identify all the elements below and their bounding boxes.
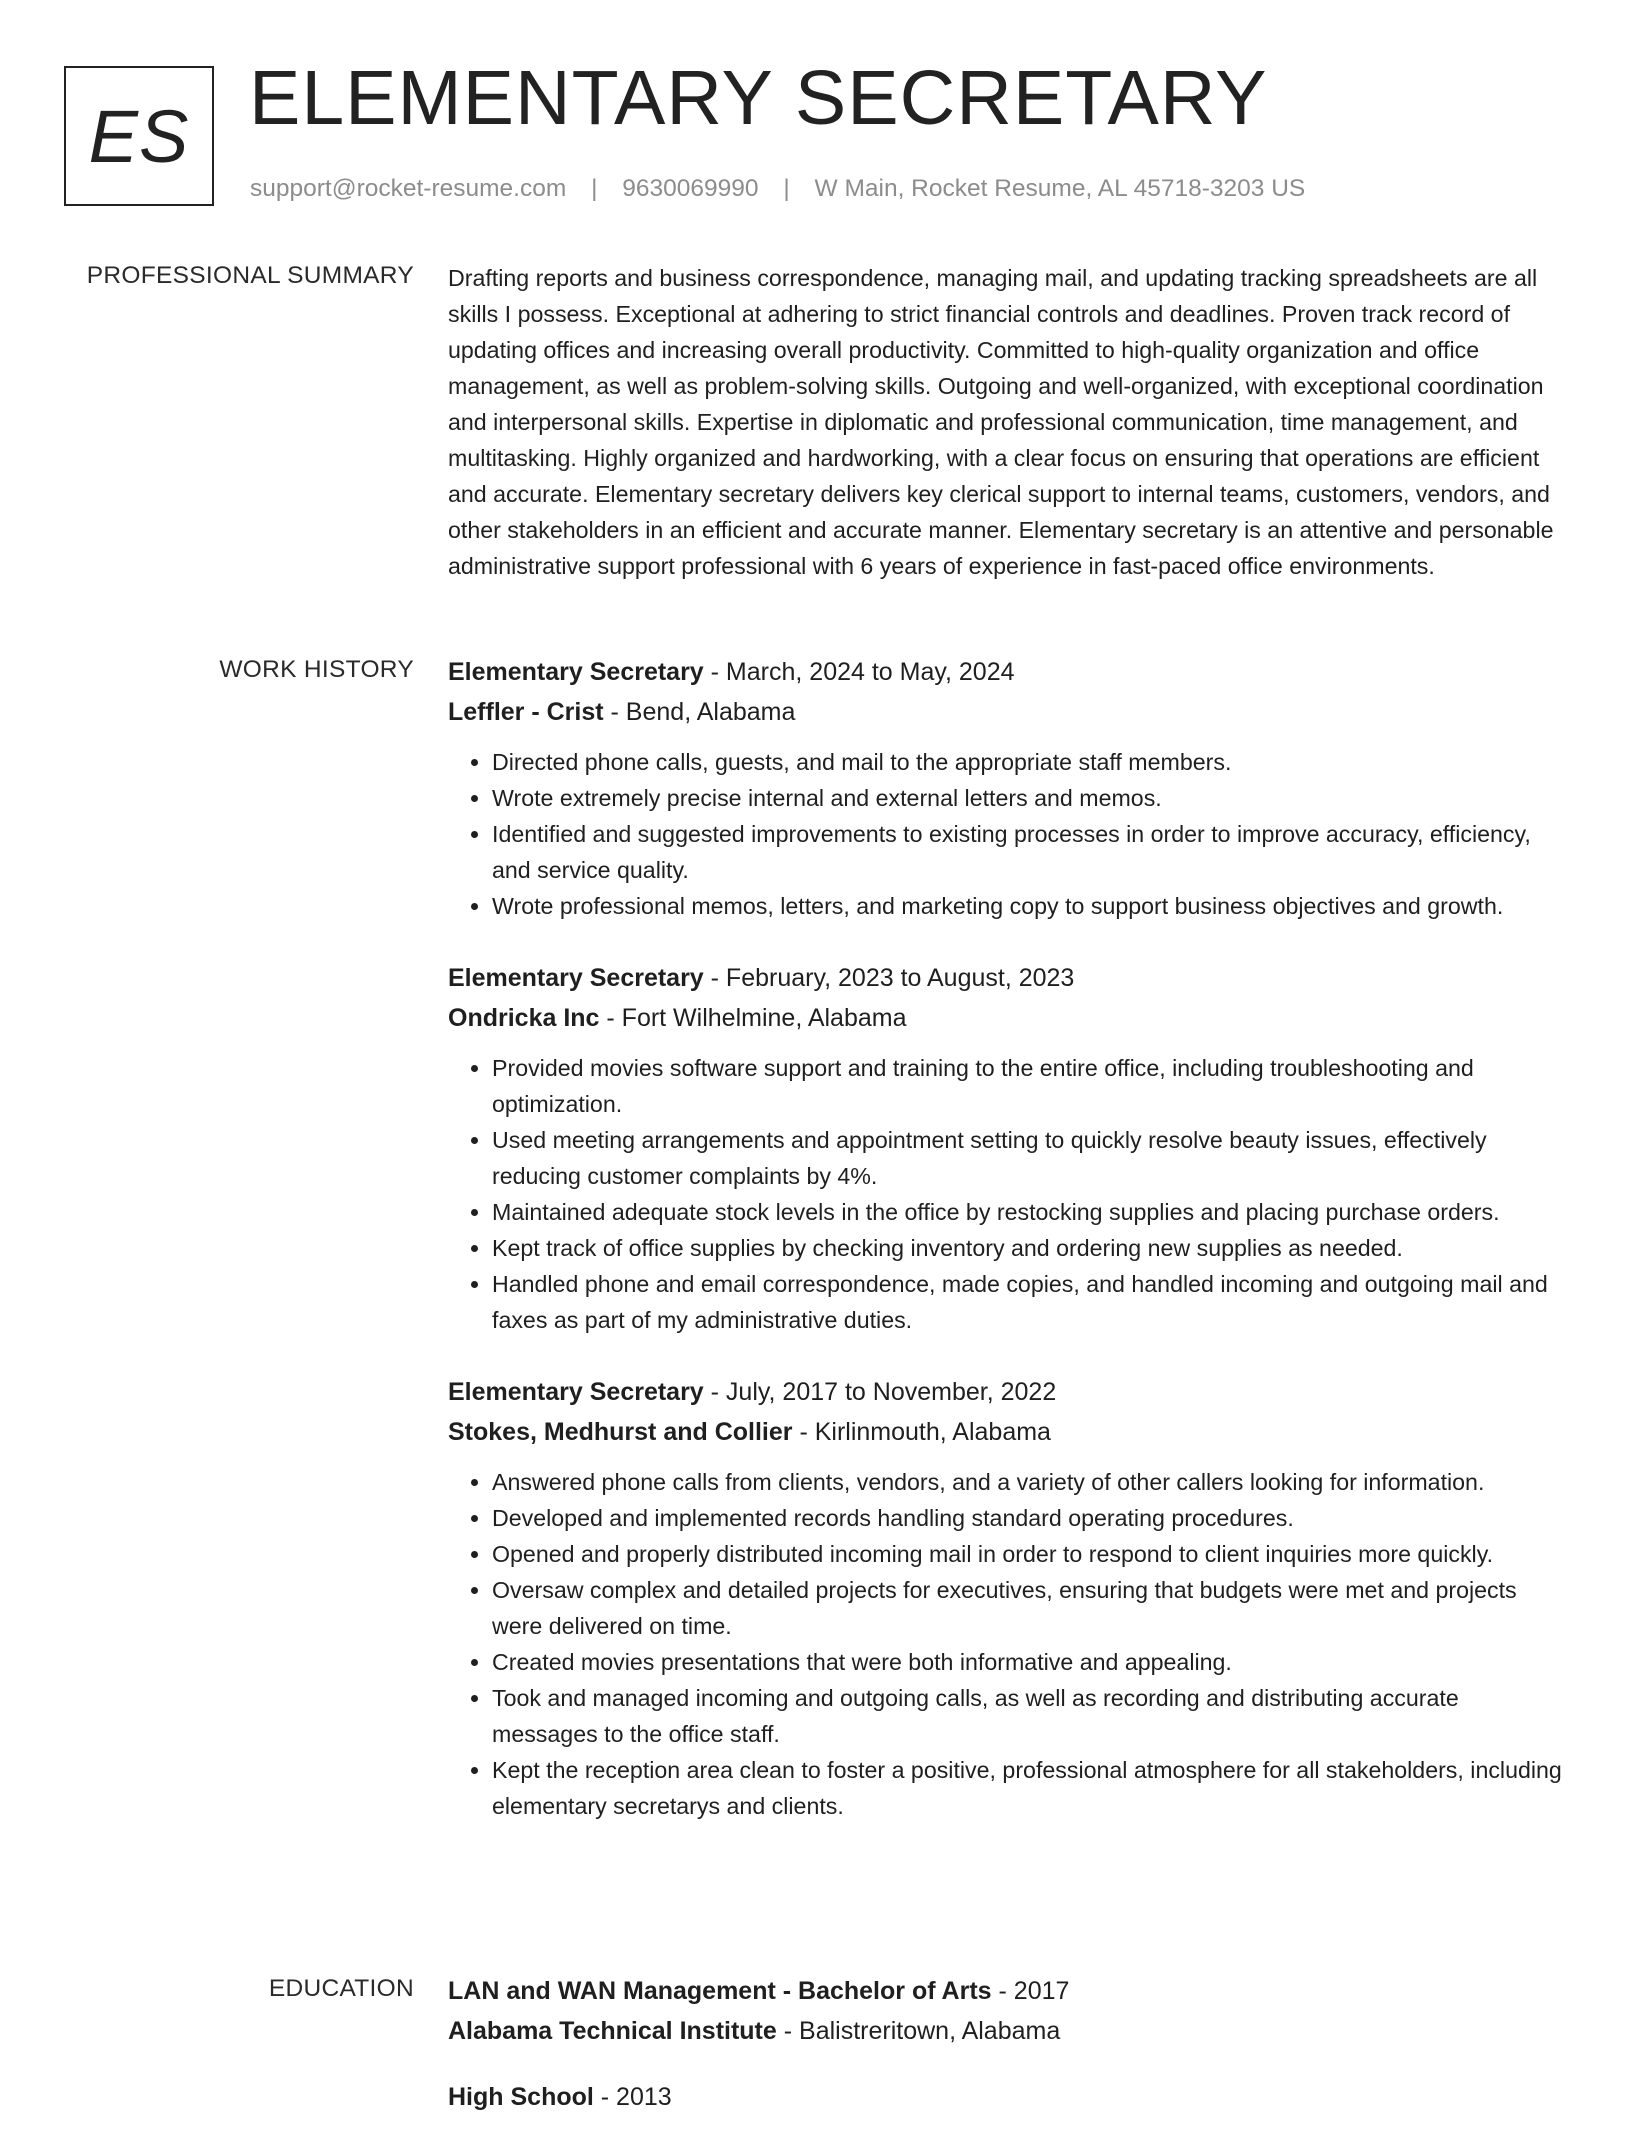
section-label-summary: PROFESSIONAL SUMMARY bbox=[86, 262, 414, 289]
education-body bbox=[448, 1971, 1566, 2143]
job-location: - Bend, Alabama bbox=[603, 698, 796, 726]
contact-phone[interactable]: 9630069990 bbox=[622, 175, 759, 202]
education-entry bbox=[448, 1971, 1566, 2051]
job-location: - Fort Wilhelmine, Alabama bbox=[599, 1004, 907, 1032]
summary-text: Drafting reports and business correspondence, managing mail, and updating tracking spreadsheets are all skills I possess. Exceptional at adhering to strict financial controls and deadlines. Proven track record of updating offices and increasing overall productivity. Committed to high-quality organization and office management, as well as problem-solving skills. Outgoing and well-organized, with exceptional coordination and interpersonal skills. Expertise in diplomatic and professional communication, time management, and multitasking. Highly organized and hardworking, with a clear focus on ensuring that operations are efficient and accurate. Elementary secretary delivers key clerical support to internal teams, customers, vendors, and other stakeholders in an efficient and accurate manner. Elementary secretary is an attentive and personable administrative support professional with 6 years of experience in fast-paced office environments. bbox=[448, 265, 1554, 579]
job-location: - Kirlinmouth, Alabama bbox=[792, 1418, 1051, 1446]
work-history-body bbox=[448, 652, 1566, 1858]
job-title-line bbox=[448, 1372, 1566, 1412]
job-bullet-list bbox=[448, 1464, 1566, 1824]
contact-separator: | bbox=[783, 175, 790, 202]
section-label-work-history: WORK HISTORY bbox=[219, 656, 414, 683]
section-label-education: EDUCATION bbox=[268, 1975, 414, 2002]
job-bullet: • Developed and implemented records handling standard operating procedures. bbox=[492, 1500, 1566, 1536]
job-dates: - July, 2017 to November, 2022 bbox=[703, 1378, 1057, 1406]
contact-email[interactable]: support@rocket-resume.com bbox=[250, 175, 567, 202]
job-bullet: • Kept the reception area clean to foster a positive, professional atmosphere for all stakeholders, including elementary secretarys and clients. bbox=[492, 1752, 1566, 1824]
job-entry bbox=[448, 1372, 1566, 1824]
education-entry bbox=[448, 2077, 1566, 2117]
education-school-line bbox=[448, 2011, 1566, 2051]
job-bullet: • Maintained adequate stock levels in the office by restocking supplies and placing purchase orders. bbox=[492, 1194, 1566, 1230]
contact-line bbox=[250, 175, 1305, 203]
job-bullet-list bbox=[448, 1050, 1566, 1338]
monogram-logo: ES bbox=[64, 66, 214, 206]
job-title-line bbox=[448, 958, 1566, 998]
job-bullet: • Answered phone calls from clients, vendors, and a variety of other callers looking for information. bbox=[492, 1464, 1566, 1500]
job-bullet: • Created movies presentations that were both informative and appealing. bbox=[492, 1644, 1566, 1680]
contact-separator: | bbox=[591, 175, 598, 202]
job-bullet: • Kept track of office supplies by checking inventory and ordering new supplies as needed. bbox=[492, 1230, 1566, 1266]
job-company: Stokes, Medhurst and Collier bbox=[448, 1418, 793, 1446]
education-year: - 2013 bbox=[593, 2083, 672, 2111]
job-title: Elementary Secretary bbox=[448, 1378, 704, 1406]
job-bullet: • Used meeting arrangements and appointment setting to quickly resolve beauty issues, effectively reducing customer complaints by 4%. bbox=[492, 1122, 1566, 1194]
job-bullet: • Handled phone and email correspondence, made copies, and handled incoming and outgoing mail and faxes as part of my administrative duties. bbox=[492, 1266, 1566, 1338]
education-school: Alabama Technical Institute bbox=[448, 2017, 777, 2045]
education-degree-line bbox=[448, 2077, 1566, 2117]
education-year: - 2017 bbox=[991, 1977, 1070, 2005]
job-bullet: • Identified and suggested improvements to existing processes in order to improve accuracy, efficiency, and service quality. bbox=[492, 816, 1566, 888]
education-degree: LAN and WAN Management - Bachelor of Arts bbox=[448, 1977, 992, 2005]
job-dates: - March, 2024 to May, 2024 bbox=[703, 658, 1015, 686]
job-bullet: • Wrote extremely precise internal and external letters and memos. bbox=[492, 780, 1566, 816]
job-title-line bbox=[448, 652, 1566, 692]
education-degree: High School bbox=[448, 2083, 594, 2111]
page-title: ELEMENTARY SECRETARY bbox=[249, 55, 1268, 141]
job-entry bbox=[448, 958, 1566, 1338]
job-title: Elementary Secretary bbox=[448, 964, 704, 992]
job-dates: - February, 2023 to August, 2023 bbox=[703, 964, 1075, 992]
job-bullet-list bbox=[448, 744, 1566, 924]
job-company-line bbox=[448, 692, 1566, 732]
education-degree-line bbox=[448, 1971, 1566, 2011]
job-bullet: • Wrote professional memos, letters, and marketing copy to support business objectives and growth. bbox=[492, 888, 1566, 924]
education-location: - Balistreritown, Alabama bbox=[776, 2017, 1061, 2045]
job-entry bbox=[448, 652, 1566, 924]
job-company: Leffler - Crist bbox=[448, 698, 604, 726]
contact-address: W Main, Rocket Resume, AL 45718-3203 US bbox=[814, 175, 1306, 202]
summary-body bbox=[448, 260, 1566, 584]
job-company: Ondricka Inc bbox=[448, 1004, 600, 1032]
job-bullet: • Directed phone calls, guests, and mail to the appropriate staff members. bbox=[492, 744, 1566, 780]
job-bullet: • Provided movies software support and training to the entire office, including troubleshooting and optimization. bbox=[492, 1050, 1566, 1122]
job-company-line bbox=[448, 998, 1566, 1038]
job-bullet: • Took and managed incoming and outgoing calls, as well as recording and distributing accurate messages to the office staff. bbox=[492, 1680, 1566, 1752]
job-company-line bbox=[448, 1412, 1566, 1452]
job-bullet: • Oversaw complex and detailed projects for executives, ensuring that budgets were met and projects were delivered on time. bbox=[492, 1572, 1566, 1644]
job-title: Elementary Secretary bbox=[448, 658, 704, 686]
job-bullet: • Opened and properly distributed incoming mail in order to respond to client inquiries more quickly. bbox=[492, 1536, 1566, 1572]
